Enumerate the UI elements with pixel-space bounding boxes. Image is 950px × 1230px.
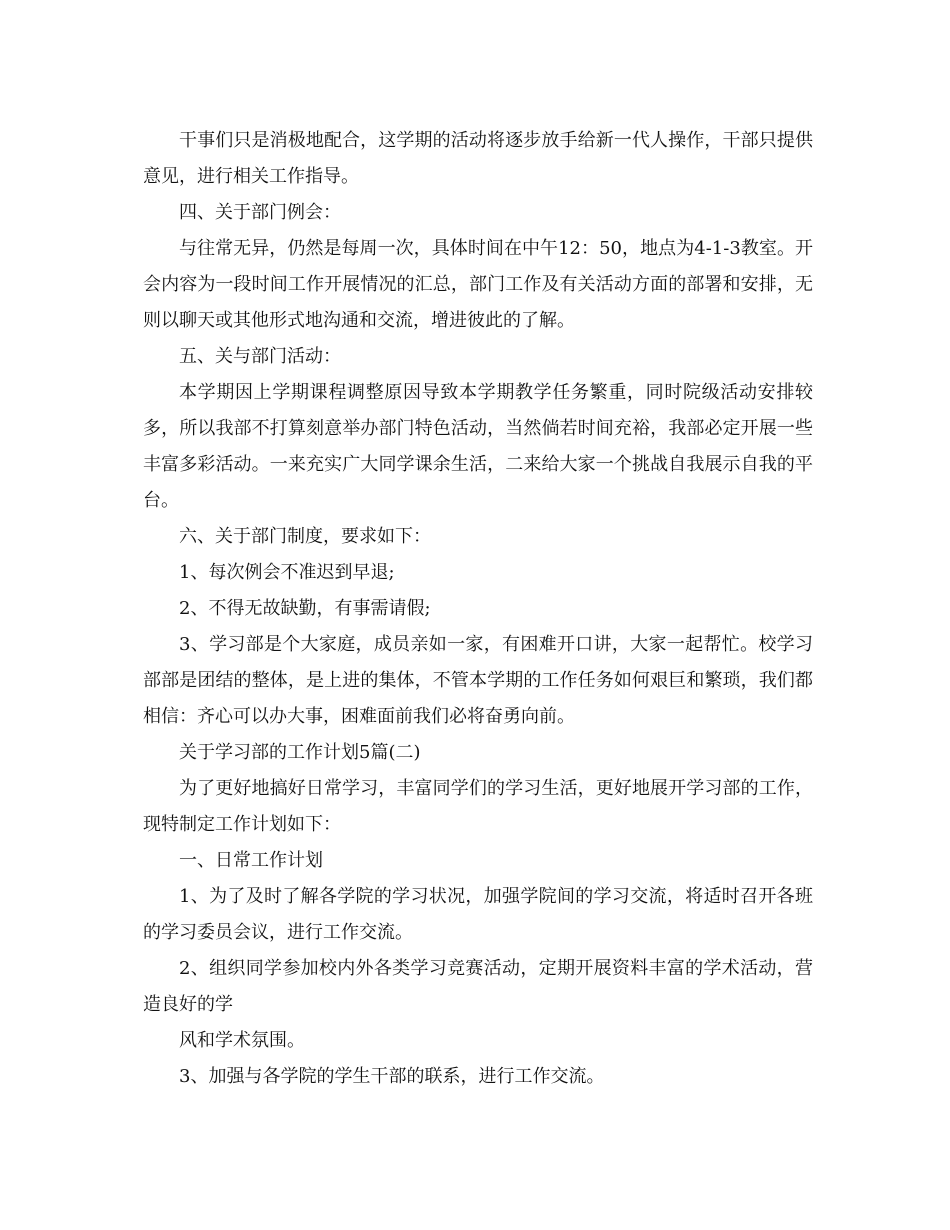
- paragraph: 本学期因上学期课程调整原因导致本学期教学任务繁重，同时院级活动安排较多，所以我部不打算刻意举办部门特色活动，当然倘若时间充裕，我部必定开展一些丰富多彩活动。一来充实广大同学课余生活，二来给大家一个挑战自我展示自我的平台。: [143, 382, 813, 511]
- paragraph: 为了更好地搞好日常学习，丰富同学们的学习生活，更好地展开学习部的工作，现特制定工作计划如下：: [143, 778, 813, 835]
- list-item: 2、组织同学参加校内外各类学习竞赛活动，定期开展资料丰富的学术活动，营造良好的学: [143, 958, 813, 1015]
- list-item: 3、加强与各学院的学生干部的联系，进行工作交流。: [179, 1066, 605, 1087]
- list-item: 3、学习部是个大家庭，成员亲如一家，有困难开口讲，大家一起帮忙。校学习部部是团结的整体，是上进的集体，不管本学期的工作任务如何艰巨和繁琐，我们都相信：齐心可以办大事，困难面前我们必将奋勇向前。: [143, 634, 813, 727]
- list-item: 1、为了及时了解各学院的学习状况，加强学院间的学习交流，将适时召开各班的学习委员会议，进行工作交流。: [143, 886, 813, 943]
- section-heading: 四、关于部门例会：: [179, 202, 341, 223]
- paragraph-continuation: 风和学术氛围。: [179, 1030, 305, 1051]
- document-body: [143, 123, 813, 1095]
- list-item: 2、不得无故缺勤，有事需请假;: [179, 598, 431, 619]
- section-heading: 五、关与部门活动：: [179, 346, 341, 367]
- document-subtitle: 关于学习部的工作计划5篇(二): [179, 742, 421, 763]
- paragraph: 与往常无异，仍然是每周一次，具体时间在中午12：50，地点为4-1-3教室。开会内容为一段时间工作开展情况的汇总，部门工作及有关活动方面的部署和安排，无则以聊天或其他形式地沟通和交流，增进彼此的了解。: [143, 238, 813, 331]
- paragraph: 干事们只是消极地配合，这学期的活动将逐步放手给新一代人操作，干部只提供意见，进行相关工作指导。: [143, 130, 813, 187]
- list-item: 1、每次例会不准迟到早退;: [179, 562, 395, 583]
- section-heading: 六、关于部门制度，要求如下：: [179, 526, 431, 547]
- section-heading: 一、日常工作计划: [179, 850, 323, 871]
